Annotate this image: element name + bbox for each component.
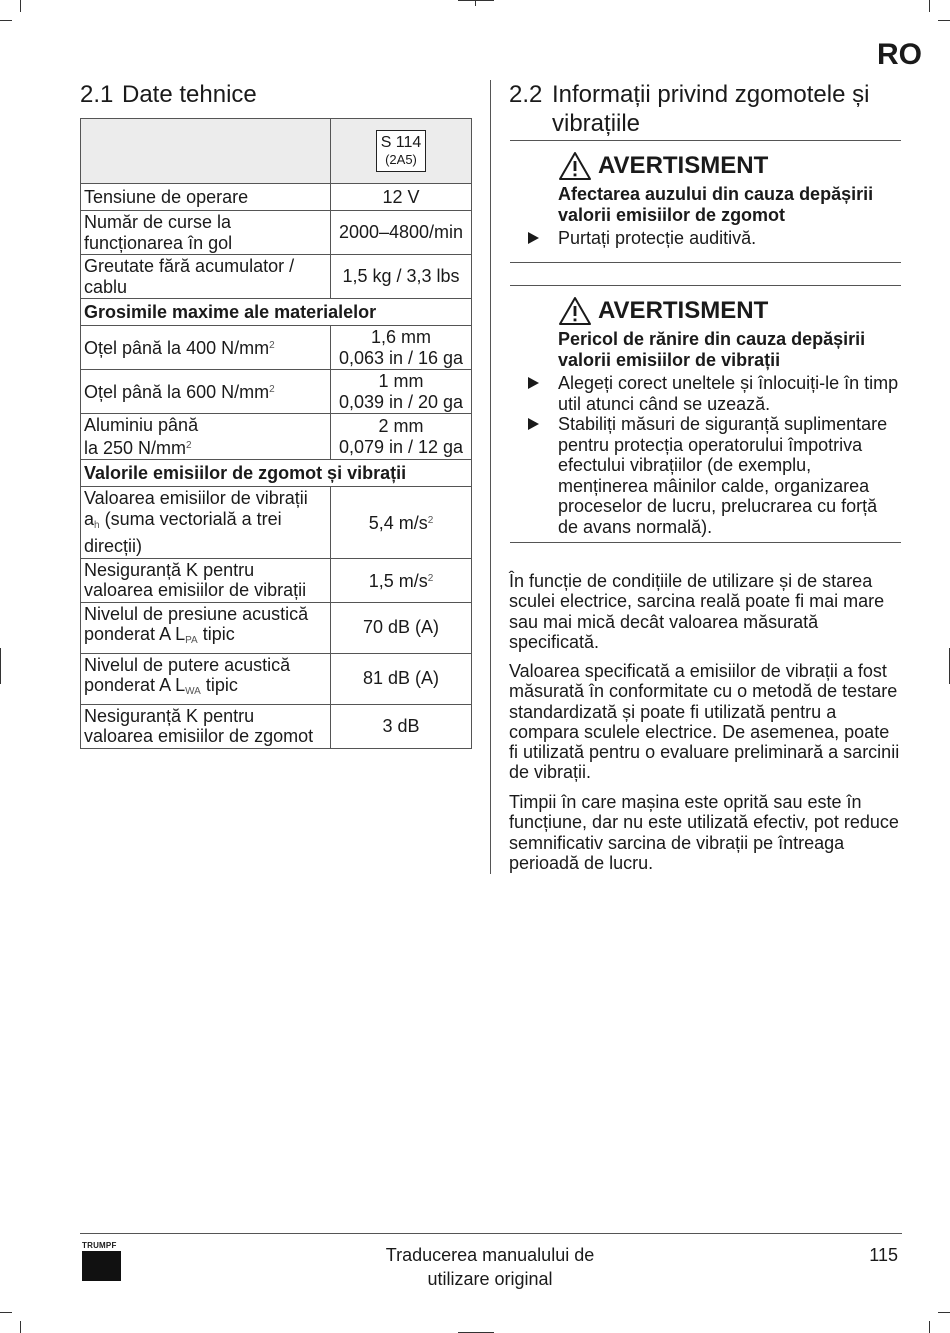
page-number: 115 xyxy=(869,1245,898,1265)
crop-mark xyxy=(938,20,950,21)
row-value xyxy=(331,558,472,602)
row-value xyxy=(331,326,472,370)
trumpf-logo xyxy=(82,1241,122,1281)
warning-actions xyxy=(510,373,901,537)
crop-mark xyxy=(20,0,21,12)
row-label: Număr de curse la funcționarea în gol xyxy=(81,211,331,255)
warning-title-text: AVERTISMENT xyxy=(598,297,769,324)
language-tag: RO xyxy=(877,38,922,71)
value-imperial: 0,063 in / 16 ga xyxy=(338,347,464,368)
footer-rule xyxy=(80,1233,902,1234)
logo-block xyxy=(82,1251,121,1281)
model-chip xyxy=(376,130,427,172)
arrow-bullet-icon xyxy=(528,232,539,244)
table-row xyxy=(81,704,472,748)
action-item xyxy=(510,414,901,537)
section-number: 2.1 xyxy=(80,81,114,108)
row-label: Nesiguranță K pentru valoarea emisiilor de zgomot xyxy=(81,704,331,748)
action-text: Alegeți corect uneltele și înlocuiți-le în timp util atunci când se uzează. xyxy=(558,373,899,414)
header-empty-cell xyxy=(81,119,331,184)
subscript: h xyxy=(94,519,100,531)
table-section-row xyxy=(81,460,472,487)
vib-emission-label: Valoarea emisiilor de vibrații a xyxy=(84,488,308,529)
row-value xyxy=(331,414,472,460)
model-cell xyxy=(331,119,472,184)
action-item xyxy=(510,228,901,249)
value-imperial: 0,039 in / 20 ga xyxy=(338,391,464,412)
superscript: 2 xyxy=(427,515,434,526)
section-number: 2.2 xyxy=(509,81,543,108)
model-name: S 114 xyxy=(380,134,422,151)
row-label xyxy=(81,487,331,559)
warning-subtitle: Afectarea auzului din cauza depășirii valorii emisiilor de zgomot xyxy=(558,184,874,225)
paragraph: Timpii în care mașina este oprită sau este în funcțiune, dar nu este utilizată efectiv, pot reduce semnificativ sarcina de vibrații pe întreaga perioadă de lucru. xyxy=(509,792,899,873)
crop-mark xyxy=(475,0,476,6)
table-row xyxy=(81,211,472,255)
section-title-line2: vibrațiile xyxy=(552,110,641,137)
warning-box-vibration xyxy=(510,285,901,543)
section-2-1-heading xyxy=(80,80,257,109)
row-label xyxy=(81,653,331,704)
crop-mark xyxy=(458,0,494,1)
warning-bottom-rule xyxy=(510,542,901,543)
crop-mark xyxy=(0,20,12,21)
crop-mark xyxy=(929,0,930,12)
vib-uncertainty-value: 1,5 m/s xyxy=(368,570,428,591)
superscript: 2 xyxy=(186,439,192,451)
table-row xyxy=(81,184,472,211)
row-value: 12 V xyxy=(331,184,472,211)
crop-mark xyxy=(938,1312,950,1313)
pressure-label-rest: tipic xyxy=(197,624,235,644)
emission-header: Valorile emisiilor de zgomot și vibrații xyxy=(81,460,472,487)
value-metric: 1 mm xyxy=(378,371,424,391)
subscript: PA xyxy=(185,635,198,646)
warning-triangle-icon xyxy=(558,296,592,326)
paragraph: Valoarea specificată a emisiilor de vibrații a fost măsurată în conformitate cu o metodă de testare standardizată și poate fi utilizată pentru a compara sculele electrice. De asemenea, poate fi utilizată pentru o evaluare preliminară a sarcinii de vibrații. xyxy=(509,661,900,783)
row-value: 2000–4800/min xyxy=(331,211,472,255)
row-value xyxy=(331,487,472,559)
warning-title xyxy=(558,296,901,326)
crop-mark xyxy=(20,1321,21,1333)
action-item xyxy=(510,373,901,414)
warning-title-text: AVERTISMENT xyxy=(598,152,769,179)
table-row xyxy=(81,558,472,602)
superscript: 2 xyxy=(269,340,275,352)
steel-400-label: Oțel până la 400 N/mm xyxy=(84,338,270,359)
action-text: Purtați protecție auditivă. xyxy=(558,228,757,248)
arrow-bullet-icon xyxy=(528,418,539,430)
row-label xyxy=(81,326,331,370)
row-label xyxy=(81,414,331,460)
section-title: Date tehnice xyxy=(122,81,257,108)
value-metric: 2 mm xyxy=(378,416,424,436)
section-title-line1: Informații privind zgomotele și xyxy=(552,81,870,108)
row-value: 3 dB xyxy=(331,704,472,748)
technical-data-table xyxy=(80,118,472,749)
pressure-label: Nivelul de presiune acustică ponderat A L xyxy=(84,603,309,644)
value-metric: 1,6 mm xyxy=(370,327,431,347)
footer-title: Traducerea manualului de utilizare original xyxy=(385,1245,595,1289)
warning-subtitle: Pericol de rănire din cauza depășirii valorii emisiilor de vibrații xyxy=(558,329,866,370)
table-row xyxy=(81,602,472,653)
vib-emission-label-rest: (suma vectorială a trei direcții) xyxy=(84,508,282,556)
model-code: (2A5) xyxy=(385,152,417,167)
warning-actions xyxy=(510,228,901,249)
warning-top-rule xyxy=(510,285,901,286)
table-row xyxy=(81,414,472,460)
row-value xyxy=(331,370,472,414)
row-label: Nesiguranță K pentru valoarea emisiilor de vibrații xyxy=(81,558,331,602)
power-label-rest: tipic xyxy=(200,675,238,695)
row-label: Tensiune de operare xyxy=(81,184,331,211)
thickness-header: Grosimile maxime ale materialelor xyxy=(81,299,472,326)
row-label xyxy=(81,370,331,414)
row-label xyxy=(81,602,331,653)
row-value: 70 dB (A) xyxy=(331,602,472,653)
column-divider xyxy=(490,80,491,874)
table-row xyxy=(81,487,472,559)
crop-mark xyxy=(0,1312,12,1313)
warning-top-rule xyxy=(510,140,901,141)
value-imperial: 0,079 in / 12 ga xyxy=(338,436,464,457)
subscript: WA xyxy=(185,686,201,697)
action-text: Stabiliți măsuri de siguranță suplimentare pentru protecția operatorului împotriva efectului vibrațiilor (de exemplu, menținerea mâinilor calde, organizarea proceselor de lucru, prelucrarea cu forță de avans normală). xyxy=(558,414,888,537)
table-row xyxy=(81,326,472,370)
aluminium-label-line2: la 250 N/mm xyxy=(84,437,187,458)
crop-mark xyxy=(929,1321,930,1333)
row-value: 81 dB (A) xyxy=(331,653,472,704)
warning-title xyxy=(558,151,901,181)
section-2-2-heading xyxy=(509,80,901,138)
table-row xyxy=(81,370,472,414)
warning-bottom-rule xyxy=(510,262,901,263)
aluminium-label-line1: Aluminiu până xyxy=(84,415,199,435)
row-label: Greutate fără acumulator / cablu xyxy=(81,255,331,299)
superscript: 2 xyxy=(269,384,275,396)
row-value: 1,5 kg / 3,3 lbs xyxy=(331,255,472,299)
steel-600-label: Oțel până la 600 N/mm xyxy=(84,382,270,403)
crop-mark xyxy=(0,648,1,684)
warning-box-noise xyxy=(510,140,901,263)
table-section-row xyxy=(81,299,472,326)
logo-text: TRUMPF xyxy=(82,1241,117,1250)
arrow-bullet-icon xyxy=(528,377,539,389)
table-header-row xyxy=(81,119,472,184)
vib-emission-value: 5,4 m/s xyxy=(368,513,428,533)
superscript: 2 xyxy=(427,572,434,584)
power-label: Nivelul de putere acustică ponderat A L xyxy=(84,654,291,695)
table-row xyxy=(81,255,472,299)
table-row xyxy=(81,653,472,704)
paragraph: În funcție de condițiile de utilizare și de starea sculei electrice, sarcina reală poate fi mai mare sau mai mică decât valoarea măsurată specificată. xyxy=(509,571,885,652)
warning-triangle-icon xyxy=(558,151,592,181)
